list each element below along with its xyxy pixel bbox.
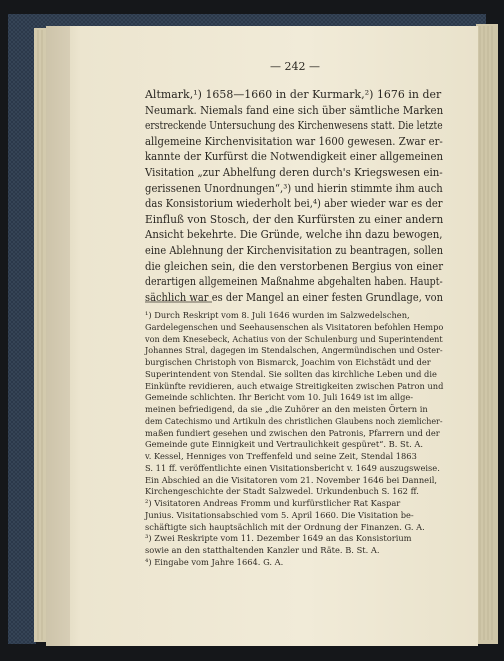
footnote-line: von dem Knesebeck, Achatius von der Schulenburg und Superintendent xyxy=(145,333,443,344)
footnote-line: Einkünfte revidieren, auch etwaige Streitigkeiten zwischen Patron und xyxy=(145,380,444,391)
page-stack-left xyxy=(34,28,48,642)
body-line: Ansicht bekehrte. Die Gründe, welche ihn dazu bewogen, xyxy=(145,228,443,242)
body-line: das Konsistorium wiederholt bei,⁴) aber wieder war es der xyxy=(145,197,443,211)
footnote-line: Johannes Stral, dagegen im Stendalschen, Angermündischen und Oster- xyxy=(145,345,443,356)
body-line: erstreckende Untersuchung des Kirchenwesens statt. Die letzte xyxy=(145,119,443,133)
body-line: kannte der Kurfürst die Notwendigkeit einer allgemeinen xyxy=(145,150,444,164)
footnote-line: meinen befriedigend, da sie „die Zuhörer an den meisten Örtern in xyxy=(145,404,428,414)
footnote-line: ⁴) Eingabe vom Jahre 1664. G. A. xyxy=(145,556,284,567)
body-line: derartigen allgemeinen Maßnahme abgehalten haben. Haupt- xyxy=(145,275,443,289)
footnote-line: schäftigte sich hauptsächlich mit der Ordnung der Finanzen. G. A. xyxy=(145,521,425,532)
page-number: — 242 — xyxy=(270,60,320,73)
footnote-line: Ein Abschied an die Visitatoren vom 21. November 1646 bei Danneil, xyxy=(145,474,438,485)
footnote-line: dem Catechismo und Artikuln des christlichen Glaubens noch ziemlicher- xyxy=(145,415,443,426)
body-line: Visitation „zur Abhelfung deren durch's Kriegswesen ein- xyxy=(145,166,443,179)
footnote-line: Kirchengeschichte der Stadt Salzwedel. Urkundenbuch S. 162 ff. xyxy=(145,486,419,497)
footnote-line: v. Kessel, Henniges von Treffenfeld und seine Zeit, Stendal 1863 xyxy=(145,451,417,461)
page-stack-right xyxy=(476,24,498,644)
body-line: Einfluß von Stosch, der den Kurfürsten zu einer andern xyxy=(145,212,444,226)
footnote-line: burgischen Christoph von Bismarck, Joachim von Eichstädt und der xyxy=(145,357,431,367)
footnote-line: Gemeinde schlichten. Ihr Bericht vom 10. Juli 1649 ist im allge- xyxy=(145,392,414,403)
footnote-line: Superintendent von Stendal. Sie sollten das kirchliche Leben und die xyxy=(145,368,437,379)
body-line: gerissenen Unordnungen“,³) und hierin stimmte ihm auch xyxy=(145,181,443,195)
footnote-line: ²) Visitatoren Andreas Fromm und kurfürstlicher Rat Kaspar xyxy=(145,498,401,508)
footnote-line: sowie an den statthaltenden Kanzler und Räte. B. St. A. xyxy=(145,545,380,555)
body-line: sächlich war es der Mangel an einer festen Grundlage, von xyxy=(145,290,443,304)
footnote-line: ¹) Durch Reskript vom 8. Juli 1646 wurden im Salzwedelschen, xyxy=(145,310,410,320)
footnote-line: ³) Zwei Reskripte vom 11. Dezember 1649 an das Konsistorium xyxy=(145,533,412,544)
body-line: allgemeine Kirchenvisitation war 1600 gewesen. Zwar er- xyxy=(145,134,443,148)
footnote-line: Gemeinde gute Einnigkeit und Vertraulichkeit gespüret“. B. St. A. xyxy=(145,439,423,450)
body-line: die gleichen sein, die den verstorbenen Bergius von einer xyxy=(145,259,444,273)
footnote-line: Gardelegenschen und Seehausenschen als Visitatoren befohlen Hempo xyxy=(145,321,444,332)
body-line: Altmark,¹) 1658—1660 in der Kurmark,²) 1676 in der xyxy=(145,88,442,101)
footnote-line: maßen fundiert gesehen und zwischen den Patronis, Pfarrern und der xyxy=(145,427,440,438)
binding-left xyxy=(8,14,36,644)
body-line: eine Ablehnung der Kirchenvisitation zu beantragen, sollen xyxy=(145,244,444,257)
footnote-line: S. 11 ff. veröffentlichte einen Visitationsbericht v. 1649 auszugsweise. xyxy=(145,462,440,473)
body-line: Neumark. Niemals fand eine sich über sämtliche Marken xyxy=(145,103,444,117)
footnote-line: Junius. Visitationsabschied vom 5. April 1660. Die Visitation be- xyxy=(145,509,414,520)
